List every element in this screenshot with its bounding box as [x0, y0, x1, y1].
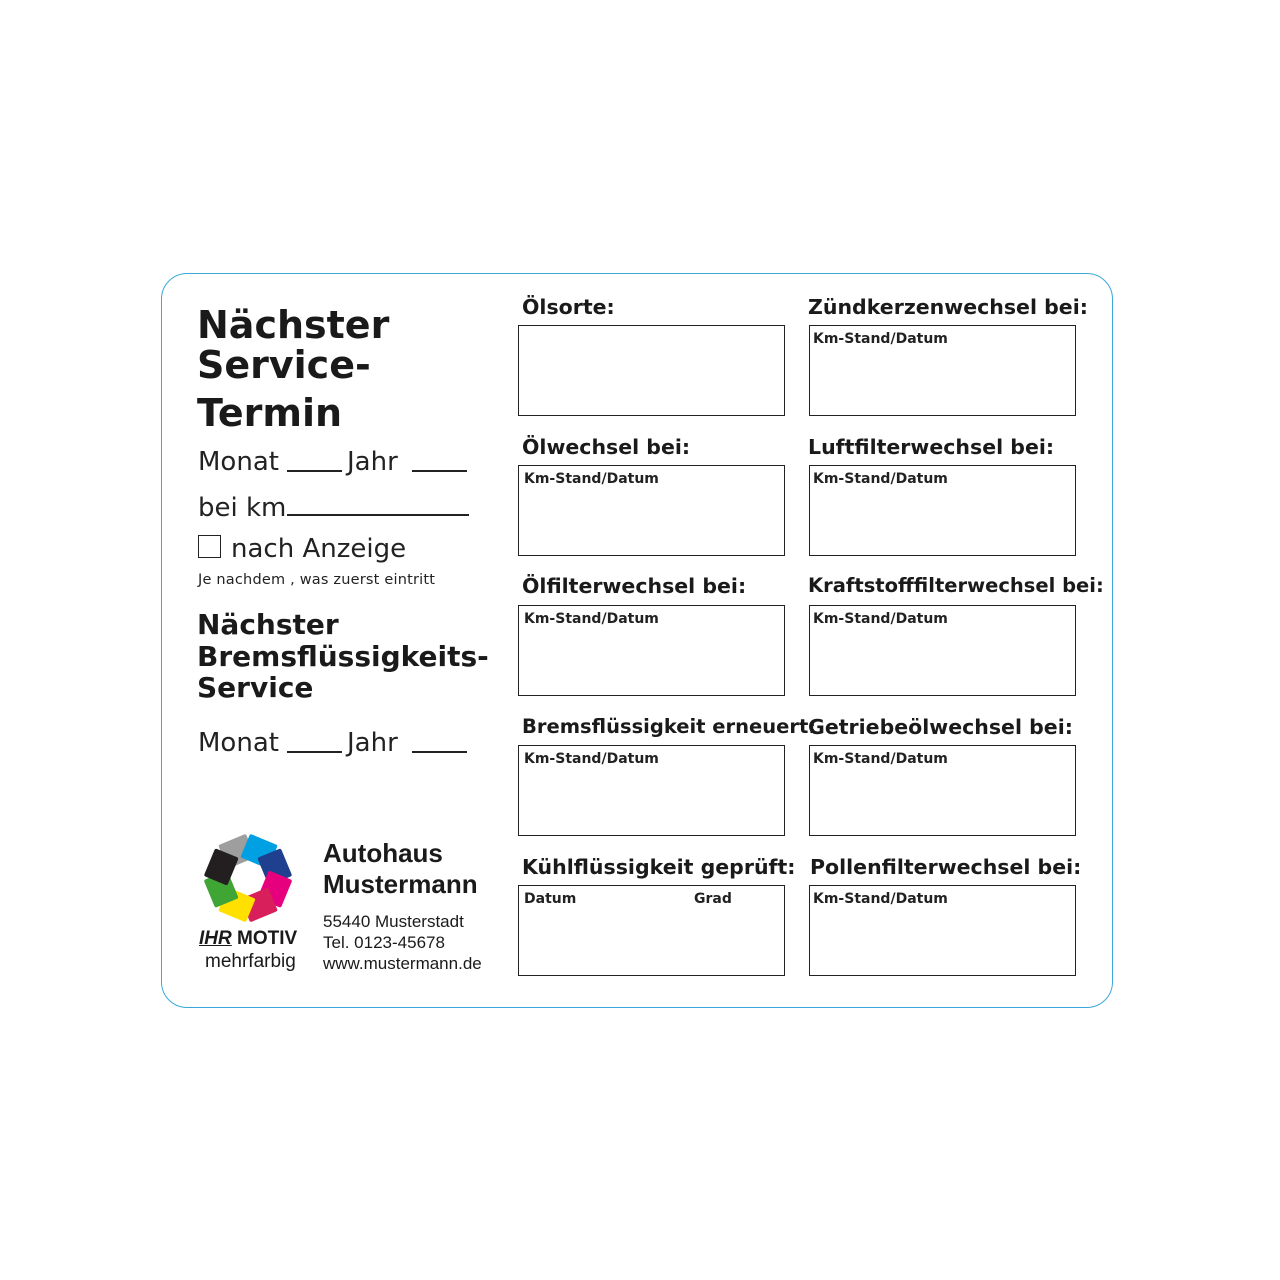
- service-title-line1: Nächster: [197, 303, 390, 347]
- spark-plug-box[interactable]: [809, 325, 1076, 416]
- oil-change-box[interactable]: [518, 465, 785, 556]
- box-hint: Km-Stand/Datum: [813, 891, 948, 907]
- brake-year-label: Jahr: [347, 728, 398, 758]
- gear-oil-box[interactable]: [809, 745, 1076, 836]
- company-address: 55440 Musterstadt: [323, 912, 464, 931]
- km-blank[interactable]: [287, 514, 469, 516]
- fuel-filter-box[interactable]: [809, 605, 1076, 696]
- fuel-filter-label: Kraftstofffilterwechsel bei:: [808, 574, 1104, 597]
- company-phone: Tel. 0123-45678: [323, 933, 445, 952]
- coolant-box[interactable]: [518, 885, 785, 976]
- brake-fluid-box[interactable]: [518, 745, 785, 836]
- display-checkbox[interactable]: [198, 535, 221, 558]
- oil-filter-box[interactable]: [518, 605, 785, 696]
- oil-change-label: Ölwechsel bei:: [522, 435, 691, 459]
- box-hint: Km-Stand/Datum: [524, 751, 659, 767]
- year-label: Jahr: [347, 447, 398, 477]
- service-title-line3: Termin: [197, 391, 343, 435]
- coolant-date-hint: Datum: [524, 891, 577, 907]
- condition-hint: Je nachdem , was zuerst eintritt: [198, 572, 436, 588]
- logo-caption-sub: mehrfarbig: [205, 951, 296, 972]
- company-website: www.mustermann.de: [323, 954, 482, 973]
- coolant-label: Kühlflüssigkeit geprüft:: [522, 855, 796, 879]
- air-filter-box[interactable]: [809, 465, 1076, 556]
- company-name-line1: Autohaus: [323, 838, 443, 868]
- box-hint: Km-Stand/Datum: [813, 471, 948, 487]
- air-filter-label: Luftfilterwechsel bei:: [808, 435, 1055, 459]
- oil-filter-label: Ölfilterwechsel bei:: [522, 574, 747, 598]
- pollen-filter-box[interactable]: [809, 885, 1076, 976]
- km-label: bei km: [198, 493, 287, 523]
- oil-type-label: Ölsorte:: [522, 295, 615, 319]
- brake-fluid-label: Bremsflüssigkeit erneuert:: [522, 715, 817, 738]
- box-hint: Km-Stand/Datum: [813, 751, 948, 767]
- box-hint: Km-Stand/Datum: [524, 471, 659, 487]
- oil-type-box[interactable]: [518, 325, 785, 416]
- year-blank[interactable]: [412, 470, 467, 472]
- brake-title-line1: Nächster: [197, 608, 339, 641]
- checkbox-label: nach Anzeige: [231, 534, 407, 564]
- box-hint: Km-Stand/Datum: [813, 331, 948, 347]
- pollen-filter-label: Pollenfilterwechsel bei:: [810, 855, 1082, 879]
- logo-caption: IHR MOTIV: [199, 928, 298, 949]
- brake-title-line2: Bremsflüssigkeits-: [197, 640, 489, 673]
- service-title-line2: Service-: [197, 343, 371, 387]
- coolant-grade-hint: Grad: [694, 891, 732, 907]
- company-name-line2: Mustermann: [323, 869, 478, 899]
- spark-plug-label: Zündkerzenwechsel bei:: [808, 295, 1088, 319]
- box-hint: Km-Stand/Datum: [524, 611, 659, 627]
- brake-month-label: Monat: [198, 728, 279, 758]
- brake-month-blank[interactable]: [287, 751, 342, 753]
- box-hint: Km-Stand/Datum: [813, 611, 948, 627]
- gear-oil-label: Getriebeölwechsel bei:: [808, 715, 1073, 739]
- brake-year-blank[interactable]: [412, 751, 467, 753]
- month-label: Monat: [198, 447, 279, 477]
- brake-title-line3: Service: [197, 671, 314, 704]
- motif-logo-icon: [196, 830, 300, 926]
- month-blank[interactable]: [287, 470, 342, 472]
